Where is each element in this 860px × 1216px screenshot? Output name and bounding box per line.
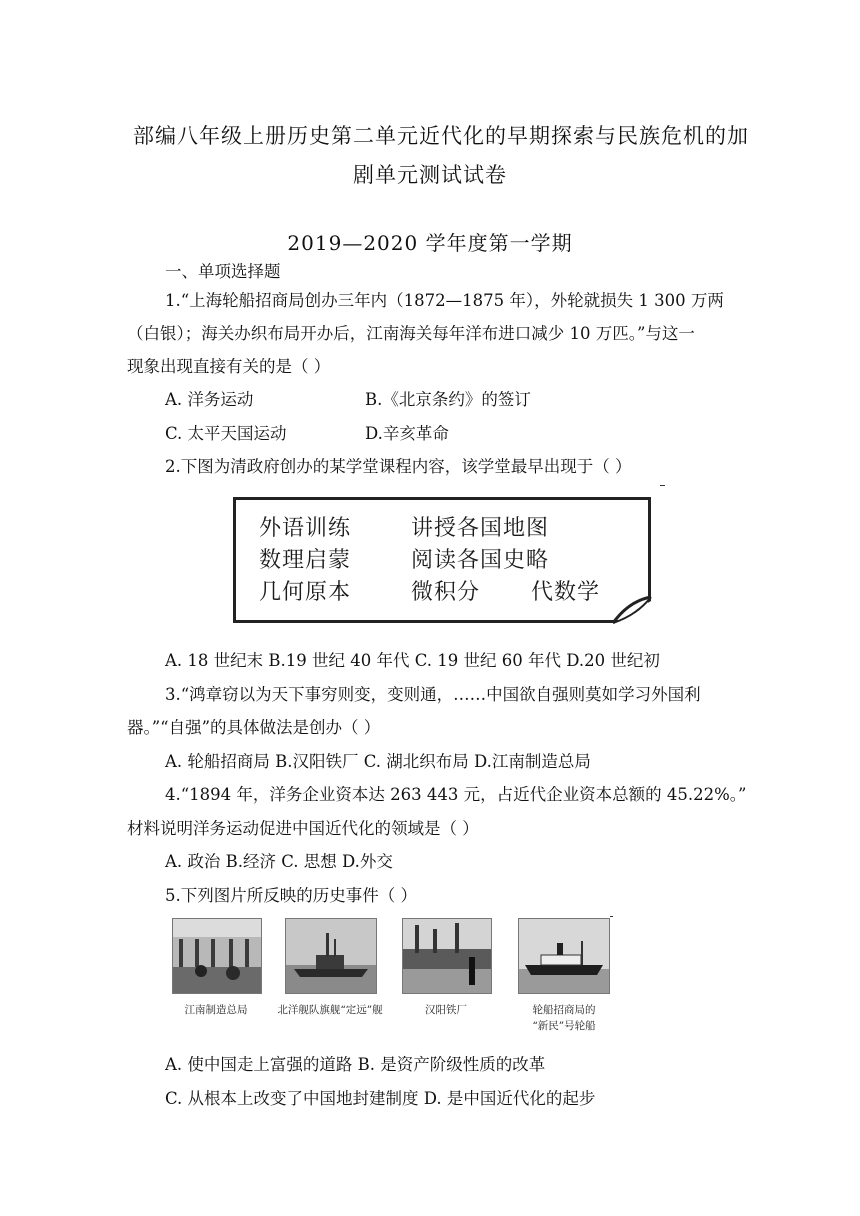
course-foreign-language: 外语训练 bbox=[259, 516, 352, 541]
course-geometry: 几何原本 bbox=[259, 580, 352, 605]
caption-merchants-steam: 轮船招商局的 bbox=[532, 1004, 596, 1016]
q3-line1: 3.“鸿章窃以为天下事穷则变，变则通，……中国欲自强则莫如学习外国利 bbox=[165, 685, 701, 704]
course-math-basics: 数理启蒙 bbox=[259, 548, 352, 573]
course-world-maps: 讲授各国地图 bbox=[411, 516, 550, 541]
q1-line3: 现象出现直接有关的是（ ） bbox=[127, 357, 331, 376]
q3-line2: 器。”“自强”的具体做法是创办（ ） bbox=[127, 718, 381, 737]
q1-line1: 1.“上海轮船招商局创办三年内（1872—1875 年），外轮就损失 1 300 万两 bbox=[165, 291, 724, 310]
q1-option-c: C. 太平天国运动 bbox=[165, 424, 287, 443]
q4-options: A. 政治 B.经济 C. 思想 D.外交 bbox=[165, 852, 393, 871]
q1-option-a: A. 洋务运动 bbox=[165, 390, 254, 409]
section-heading: 一、单项选择题 bbox=[165, 262, 281, 281]
course-algebra: 代数学 bbox=[531, 580, 601, 605]
caption-hanyang-ironworks: 汉阳铁厂 bbox=[425, 1004, 467, 1016]
course-world-history: 阅读各国史略 bbox=[411, 548, 550, 573]
caption-jiangnan-arsenal: 江南制造总局 bbox=[184, 1004, 248, 1016]
photo-dingyuan-warship bbox=[285, 918, 377, 994]
q1-line2: （白银）；海关办织布局开办后，江南海关每年洋布进口减少 10 万匹。”与这一 bbox=[127, 324, 695, 343]
doc-title-line1: 部编八年级上册历史第二单元近代化的早期探索与民族危机的加 bbox=[133, 124, 749, 148]
q4-line2: 材料说明洋务运动促进中国近代化的领域是（ ） bbox=[127, 819, 479, 838]
photo-hanyang-ironworks bbox=[402, 918, 492, 994]
photo-xinmin-steamship bbox=[518, 918, 610, 994]
stray-mark bbox=[660, 485, 665, 486]
q1-option-b: B.《北京条约》的签订 bbox=[365, 390, 531, 409]
q5-options-ab: A. 使中国走上富强的道路 B. 是资产阶级性质的改革 bbox=[165, 1055, 546, 1074]
photo-jiangnan-arsenal bbox=[172, 918, 262, 994]
school-term: 2019—2020 学年度第一学期 bbox=[287, 231, 573, 255]
q2-options: A. 18 世纪末 B.19 世纪 40 年代 C. 19 世纪 60 年代 D.20 世纪初 bbox=[165, 651, 660, 670]
q2-line1: 2.下图为清政府创办的某学堂课程内容，该学堂最早出现于（ ） bbox=[165, 457, 632, 476]
curriculum-figure bbox=[233, 497, 653, 627]
course-calculus: 微积分 bbox=[411, 580, 481, 605]
q1-option-d: D.辛亥革命 bbox=[365, 424, 449, 443]
q5-options-cd: C. 从根本上改变了中国地封建制度 D. 是中国近代化的起步 bbox=[165, 1089, 596, 1108]
caption-dingyuan-warship: 北洋舰队旗舰“定远”舰 bbox=[277, 1004, 383, 1016]
q3-options: A. 轮船招商局 B.汉阳铁厂 C. 湖北织布局 D.江南制造总局 bbox=[165, 752, 591, 771]
doc-title-line2: 剧单元测试试卷 bbox=[353, 163, 507, 187]
caption-xinmin-steamship: “新民”号轮船 bbox=[532, 1020, 596, 1032]
q5-line1: 5.下列图片所反映的历史事件（ ） bbox=[165, 886, 417, 905]
q4-line1: 4.“1894 年，洋务企业资本达 263 443 元，占近代企业资本总额的 45.22%。” bbox=[165, 785, 747, 804]
stray-mark-2 bbox=[610, 916, 613, 917]
